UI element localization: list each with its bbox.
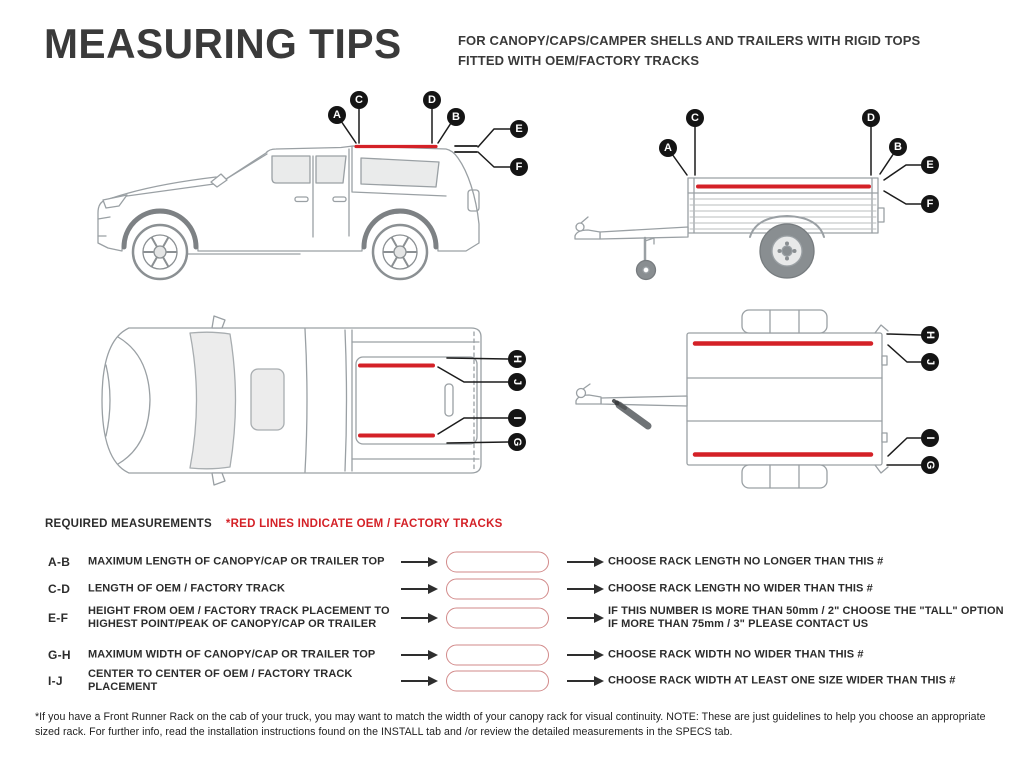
trailer-top-illustration xyxy=(576,310,888,488)
truck-side-illustration xyxy=(98,146,479,279)
arrow-right-icon xyxy=(567,680,595,682)
marker-c-truck-side: C xyxy=(350,91,368,109)
row-description: MAXIMUM WIDTH OF CANOPY/CAP OR TRAILER TOP xyxy=(88,648,376,661)
row-guidance: CHOOSE RACK LENGTH NO WIDER THAN THIS # xyxy=(608,582,873,595)
page-subtitle: FOR CANOPY/CAPS/CAMPER SHELLS AND TRAILERS WITH RIGID TOPS FITTED WITH OEM/FACTORY TRACKS xyxy=(458,33,921,69)
row-description: HEIGHT FROM OEM / FACTORY TRACK PLACEMENT TO HIGHEST POINT/PEAK OF CANOPY/CAP OR TRAILER xyxy=(88,605,390,630)
measurement-row-ab xyxy=(0,548,1024,576)
marker-b-trailer-side: B xyxy=(889,138,907,156)
marker-c-trailer-side: C xyxy=(686,109,704,127)
arrow-right-icon xyxy=(567,561,595,563)
trailer-wheel xyxy=(760,224,814,278)
row-guidance: CHOOSE RACK WIDTH AT LEAST ONE SIZE WIDER THAN THIS # xyxy=(608,674,956,687)
page-title: MEASURING TIPS xyxy=(44,20,402,67)
marker-f-truck-side: F xyxy=(510,158,528,176)
row-description: LENGTH OF OEM / FACTORY TRACK xyxy=(88,582,286,595)
row-guidance: IF THIS NUMBER IS MORE THAN 50mm / 2" CHOOSE THE "TALL" OPTION IF MORE THAN 75mm / 3" PLEASE CONTACT US xyxy=(608,605,1004,630)
measurement-input-ij[interactable] xyxy=(446,671,549,692)
measurement-input-ef[interactable] xyxy=(446,608,549,629)
marker-i-trailer-top: I xyxy=(921,429,939,447)
arrow-right-icon xyxy=(567,588,595,590)
height-marker-lines-truck xyxy=(455,146,477,152)
marker-i-truck-top: I xyxy=(508,409,526,427)
required-measurements-header xyxy=(45,518,503,530)
row-code: G-H xyxy=(48,648,71,662)
row-guidance: CHOOSE RACK LENGTH NO LONGER THAN THIS # xyxy=(608,555,884,568)
row-description: CENTER TO CENTER OF OEM / FACTORY TRACK PLACEMENT xyxy=(88,668,353,693)
arrow-right-icon xyxy=(401,680,429,682)
row-code: C-D xyxy=(48,582,71,596)
arrow-right-icon xyxy=(567,654,595,656)
marker-d-trailer-side: D xyxy=(862,109,880,127)
marker-f-trailer-side: F xyxy=(921,195,939,213)
measurement-input-ab[interactable] xyxy=(446,552,549,573)
marker-e-truck-side: E xyxy=(510,120,528,138)
marker-e-trailer-side: E xyxy=(921,156,939,174)
arrow-right-icon xyxy=(401,617,429,619)
measurement-row-ij xyxy=(0,667,1024,695)
measurement-input-cd[interactable] xyxy=(446,579,549,600)
row-code: I-J xyxy=(48,674,63,688)
red-lines-note: *RED LINES INDICATE OEM / FACTORY TRACKS xyxy=(225,518,503,530)
marker-a-truck-side: A xyxy=(328,106,346,124)
truck-front-wheel xyxy=(133,225,187,279)
marker-g-trailer-top: G xyxy=(921,456,939,474)
footnote: *If you have a Front Runner Rack on the cab of your truck, you may want to match the width of your canopy rack for visual continuity. NOTE: These are just guidelines to help you choose an appropriate sized rack. For further info, read the installation instructions found on the INSTALL tab and /or review the detailed measurements in the SPECS tab. xyxy=(35,711,986,738)
arrow-right-icon xyxy=(401,561,429,563)
marker-h-truck-top: H xyxy=(508,350,526,368)
row-description: MAXIMUM LENGTH OF CANOPY/CAP OR TRAILER TOP xyxy=(88,555,385,568)
truck-rear-wheel xyxy=(373,225,427,279)
marker-a-trailer-side: A xyxy=(659,139,677,157)
row-code: E-F xyxy=(48,611,69,625)
section-title: REQUIRED MEASUREMENTS xyxy=(45,518,212,530)
measurement-row-gh xyxy=(0,641,1024,669)
arrow-right-icon xyxy=(567,617,595,619)
marker-j-truck-top: J xyxy=(508,373,526,391)
arrow-right-icon xyxy=(401,654,429,656)
trailer-side-illustration xyxy=(575,178,884,280)
row-guidance: CHOOSE RACK WIDTH NO WIDER THAN THIS # xyxy=(608,648,864,661)
arrow-right-icon xyxy=(401,588,429,590)
marker-d-truck-side: D xyxy=(423,91,441,109)
marker-g-truck-top: G xyxy=(508,433,526,451)
truck-top-illustration xyxy=(102,316,481,485)
measurement-input-gh[interactable] xyxy=(446,645,549,666)
row-code: A-B xyxy=(48,555,71,569)
marker-b-truck-side: B xyxy=(447,108,465,126)
measurement-row-cd xyxy=(0,575,1024,603)
marker-h-trailer-top: H xyxy=(921,326,939,344)
marker-j-trailer-top: J xyxy=(921,353,939,371)
measurement-row-ef xyxy=(0,604,1024,632)
